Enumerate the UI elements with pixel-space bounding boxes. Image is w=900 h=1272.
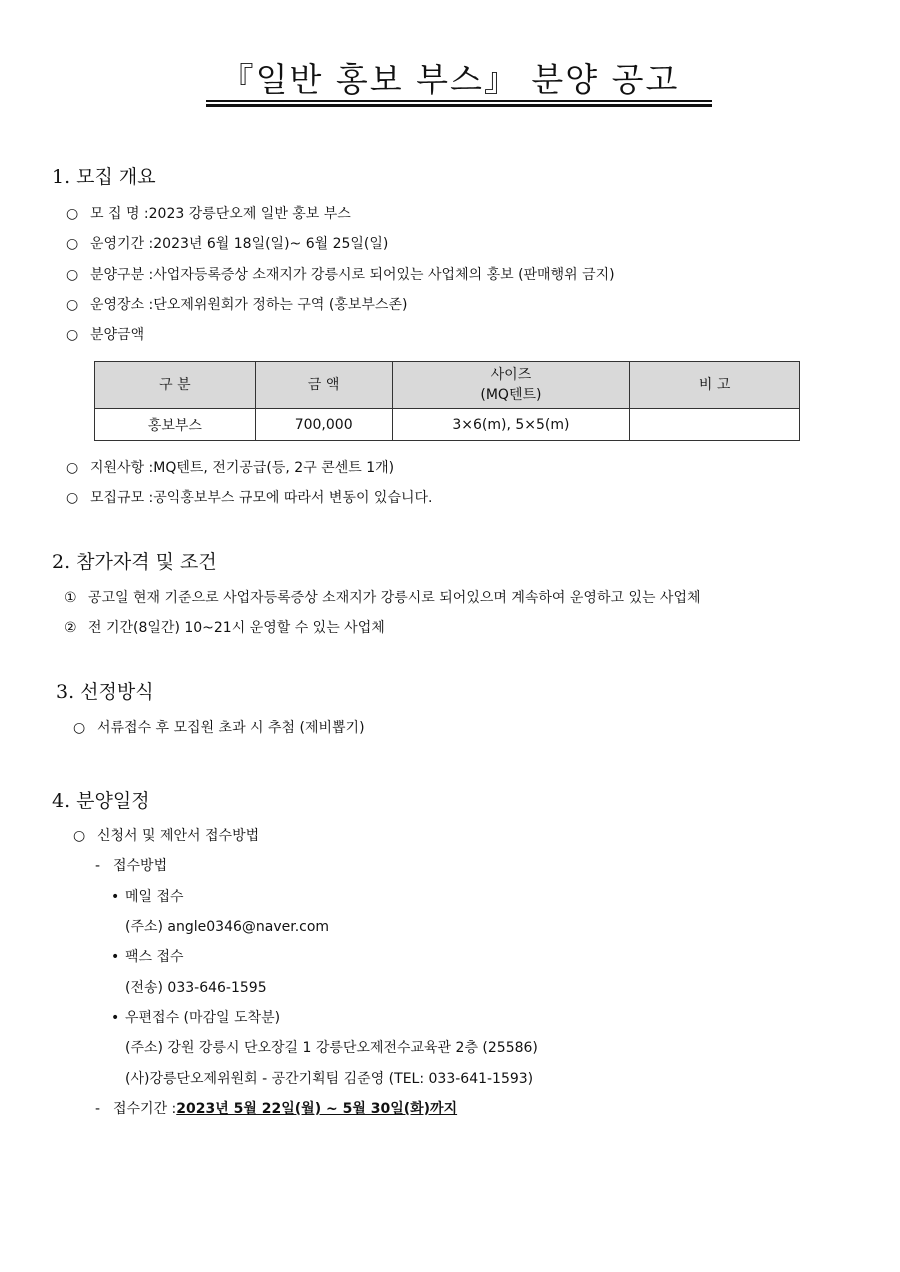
allocation-fee-line [66, 325, 144, 345]
selection-text-1: 서류접수 후 모집원 초과 시 추첨 (제비뽑기) [97, 720, 365, 736]
title-underline-thick [206, 104, 712, 107]
fee-table-header-row [95, 362, 800, 409]
dash-marker: - [95, 858, 101, 874]
header-category: 구 분 [95, 362, 256, 409]
header-size [392, 362, 630, 409]
post-method-label: 우편접수 (마감일 도착분) [125, 1010, 281, 1026]
operation-period-label: 운영기간 : [90, 236, 154, 252]
bullet-dot-icon: • [111, 889, 120, 905]
fax-method-label: 팩스 접수 [125, 949, 184, 965]
allocation-type-label: 분양구분 : [90, 267, 154, 283]
submission-period-value: 2023년 5월 22일(월) ~ 5월 30일(화)까지 [176, 1101, 458, 1117]
section-1-heading: 1. 모집 개요 [52, 166, 156, 188]
recruit-name-line [66, 204, 351, 224]
circle-bullet-icon: ○ [66, 460, 79, 476]
circle-bullet-icon: ○ [66, 297, 79, 313]
fee-table [94, 361, 800, 441]
circle-bullet-icon: ○ [66, 206, 79, 222]
email-address: (주소) angle0346@naver.com [125, 919, 330, 935]
table-row [95, 409, 800, 441]
selection-item-1 [73, 718, 365, 738]
support-value: MQ텐트, 전기공급(등, 2구 콘센트 1개) [153, 460, 395, 476]
operation-period-line [66, 234, 388, 254]
post-address: (주소) 강원 강릉시 단오장길 1 강릉단오제전수교육관 2층 (25586) [125, 1040, 538, 1056]
operation-place-label: 운영장소 : [90, 297, 154, 313]
cell-category: 홍보부스 [95, 409, 256, 441]
email-method-line [111, 887, 184, 907]
recruit-name-value: 2023 강릉단오제 일반 홍보 부스 [148, 206, 351, 222]
post-method-line [111, 1008, 280, 1028]
cell-remarks [630, 409, 800, 441]
submission-item [73, 826, 259, 846]
submission-period-label: 접수기간 : [113, 1101, 177, 1117]
operation-period-value: 2023년 6월 18일(일)~ 6월 25일(일) [153, 236, 389, 252]
allocation-type-value: 사업자등록증상 소재지가 강릉시로 되어있는 사업체의 홍보 (판매행위 금지) [153, 267, 615, 283]
section-4-heading: 4. 분양일정 [52, 790, 150, 812]
allocation-fee-label: 분양금액 [90, 327, 145, 343]
cell-size: 3×6(m), 5×5(m) [392, 409, 630, 441]
bullet-dot-icon: • [111, 949, 120, 965]
section-3-heading: 3. 선정방식 [56, 681, 154, 703]
qualification-item-2 [64, 618, 385, 638]
circle-bullet-icon: ○ [66, 327, 79, 343]
circle-bullet-icon: ○ [73, 720, 86, 736]
submission-text: 신청서 및 제안서 접수방법 [97, 828, 260, 844]
header-amount: 금 액 [255, 362, 392, 409]
method-label: 접수방법 [113, 858, 168, 874]
recruit-scale-value: 공익홍보부스 규모에 따라서 변동이 있습니다. [153, 490, 433, 506]
support-line [66, 458, 394, 478]
header-remarks: 비 고 [630, 362, 800, 409]
recruit-scale-line [66, 488, 432, 508]
fax-method-line [111, 947, 184, 967]
qualification-text-1: 공고일 현재 기준으로 사업자등록증상 소재지가 강릉시로 되어있으며 계속하여 운영하고 있는 사업체 [88, 590, 701, 606]
operation-place-value: 단오제위원회가 정하는 구역 (홍보부스존) [153, 297, 408, 313]
section-2-heading: 2. 참가자격 및 조건 [52, 551, 217, 573]
circle-bullet-icon: ○ [66, 236, 79, 252]
circle-bullet-icon: ○ [66, 267, 79, 283]
qualification-text-2: 전 기간(8일간) 10~21시 운영할 수 있는 사업체 [88, 620, 385, 636]
circle-bullet-icon: ○ [73, 828, 86, 844]
circle-bullet-icon: ○ [66, 490, 79, 506]
operation-place-line [66, 295, 407, 315]
header-size-label: 사이즈 [490, 367, 532, 383]
page-title: 『일반 홍보 부스』 분양 공고 [220, 60, 680, 99]
recruit-name-label: 모 집 명 : [90, 206, 149, 222]
fax-number: (전송) 033-646-1595 [125, 980, 267, 996]
dash-marker: - [95, 1101, 101, 1117]
method-line [95, 856, 167, 876]
title-underline [206, 100, 712, 102]
recruit-scale-label: 모집규모 : [90, 490, 154, 506]
post-contact: (사)강릉단오제위원회 - 공간기획팀 김준영 (TEL: 033-641-1593) [125, 1071, 534, 1087]
submission-period-line [95, 1099, 457, 1119]
number-marker: ② [64, 620, 77, 636]
bullet-dot-icon: • [111, 1010, 120, 1026]
email-method-label: 메일 접수 [125, 889, 184, 905]
qualification-item-1 [64, 588, 701, 608]
number-marker: ① [64, 590, 77, 606]
support-label: 지원사항 : [90, 460, 154, 476]
cell-amount: 700,000 [255, 409, 392, 441]
header-size-unit: (MQ텐트) [480, 387, 542, 403]
allocation-type-line [66, 265, 615, 285]
